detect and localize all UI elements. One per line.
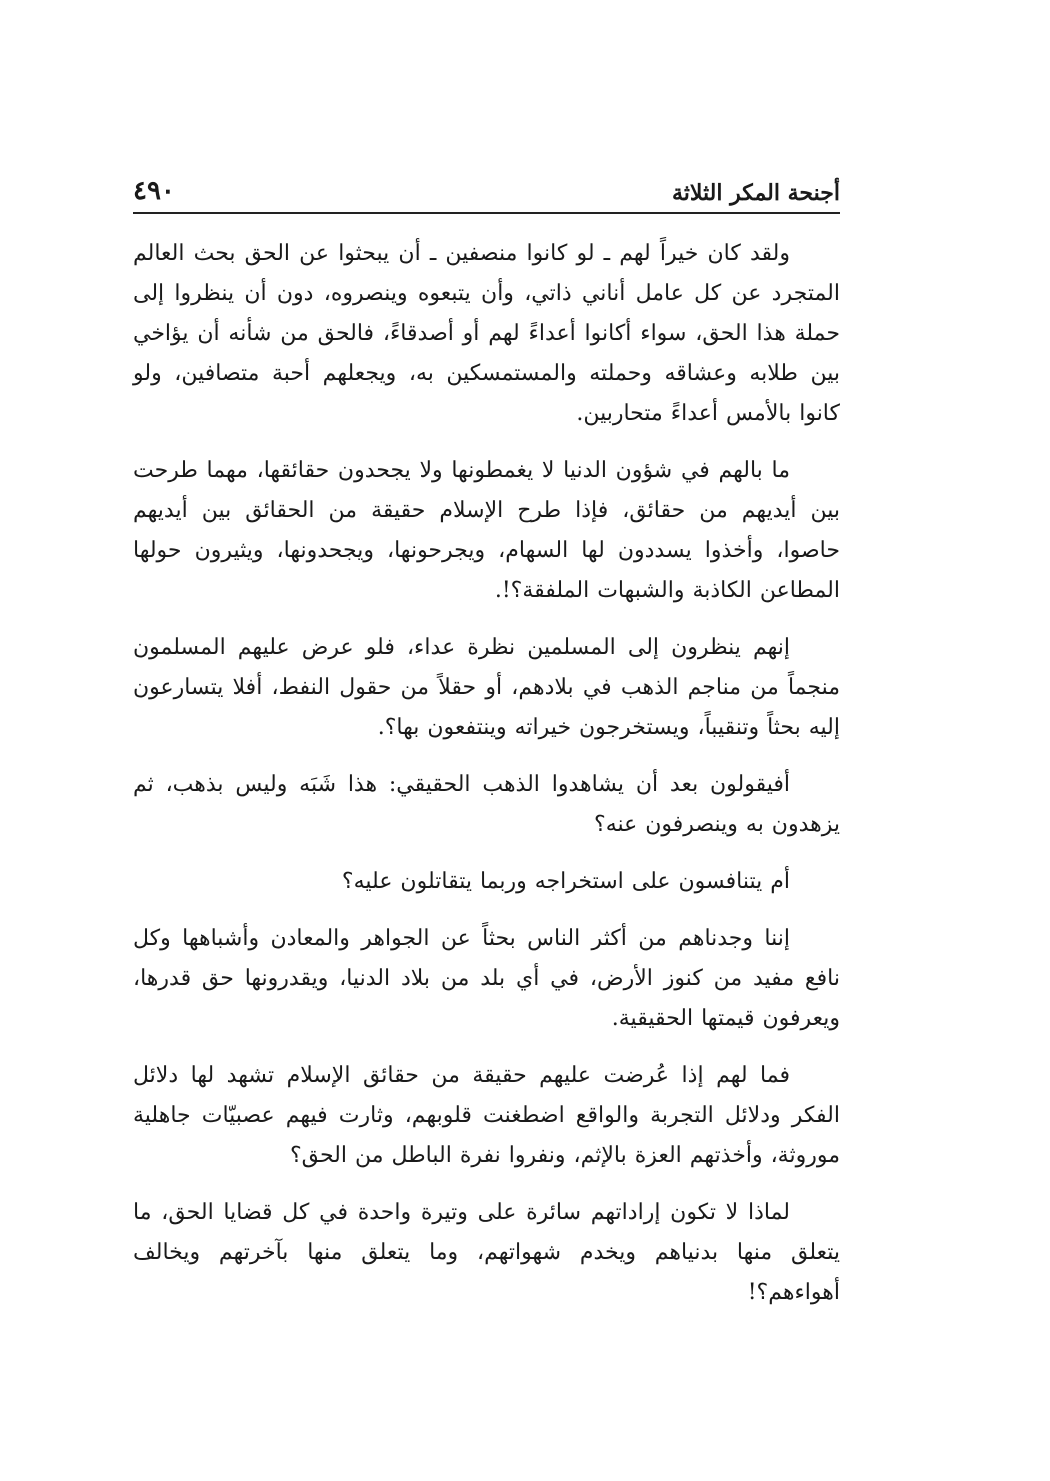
paragraph: ما بالهم في شؤون الدنيا لا يغمطونها ولا يجحدون حقائقها، مهما طرحت بين أيديهم من حقائق، فإذا طرح الإسلام حقيقة من الحقائق بين أيديهم حاصوا، وأخذوا يسددون لها السهام، ويجرحونها، ويجحدونها، ويثيرون حولها المطاعن الكاذبة والشبهات الملفقة؟!. xyxy=(133,458,840,603)
paragraph: إننا وجدناهم من أكثر الناس بحثاً عن الجواهر والمعادن وأشباهها وكل نافع مفيد من كنوز الأرض، في أي بلد من بلاد الدنيا، ويقدرونها حق قدرها، ويعرفون قيمتها الحقيقية. xyxy=(133,926,840,1031)
page-header xyxy=(133,160,840,214)
paragraph: فما لهم إذا عُرضت عليهم حقيقة من حقائق الإسلام تشهد لها دلائل الفكر ودلائل التجربة والواقع اضطغنت قلوبهم، وثارت فيهم عصبيّات جاهلية موروثة، وأخذتهم العزة بالإثم، ونفروا نفرة الباطل من الحق؟ xyxy=(133,1063,840,1168)
page-number: ٤٩٠ xyxy=(133,176,175,206)
running-title: أجنحة المكر الثلاثة xyxy=(672,180,840,206)
paragraph: لماذا لا تكون إراداتهم سائرة على وتيرة واحدة في كل قضايا الحق، ما يتعلق منها بدنياهم ويخدم شهواتهم، وما يتعلق منها بآخرتهم ويخالف أهواءهم؟! xyxy=(133,1200,840,1305)
paragraph: أم يتنافسون على استخراجه وربما يتقاتلون عليه؟ xyxy=(341,869,790,894)
paragraph: إنهم ينظرون إلى المسلمين نظرة عداء، فلو عرض عليهم المسلمون منجماً من مناجم الذهب في بلادهم، أو حقلاً من حقول النفط، أفلا يتسارعون إليه بحثاً وتنقيباً، ويستخرجون خيراته وينتفعون بها؟. xyxy=(133,635,840,740)
body-text xyxy=(133,234,840,1313)
paragraph: ولقد كان خيراً لهم ـ لو كانوا منصفين ـ أن يبحثوا عن الحق بحث العالم المتجرد عن كل عامل أناني ذاتي، وأن يتبعوه وينصروه، دون أن ينظروا إلى حملة هذا الحق، سواء أكانوا أعداءً لهم أو أصدقاءً، فالحق من شأنه أن يؤاخي بين طلابه وعشاقه وحملته والمستمسكين به، ويجعلهم أحبة متصافين، ولو كانوا بالأمس أعداءً متحاربين. xyxy=(133,241,840,426)
book-page xyxy=(133,160,840,1313)
paragraph: أفيقولون بعد أن يشاهدوا الذهب الحقيقي: هذا شَبَه وليس بذهب، ثم يزهدون به وينصرفون عنه؟ xyxy=(133,772,840,837)
